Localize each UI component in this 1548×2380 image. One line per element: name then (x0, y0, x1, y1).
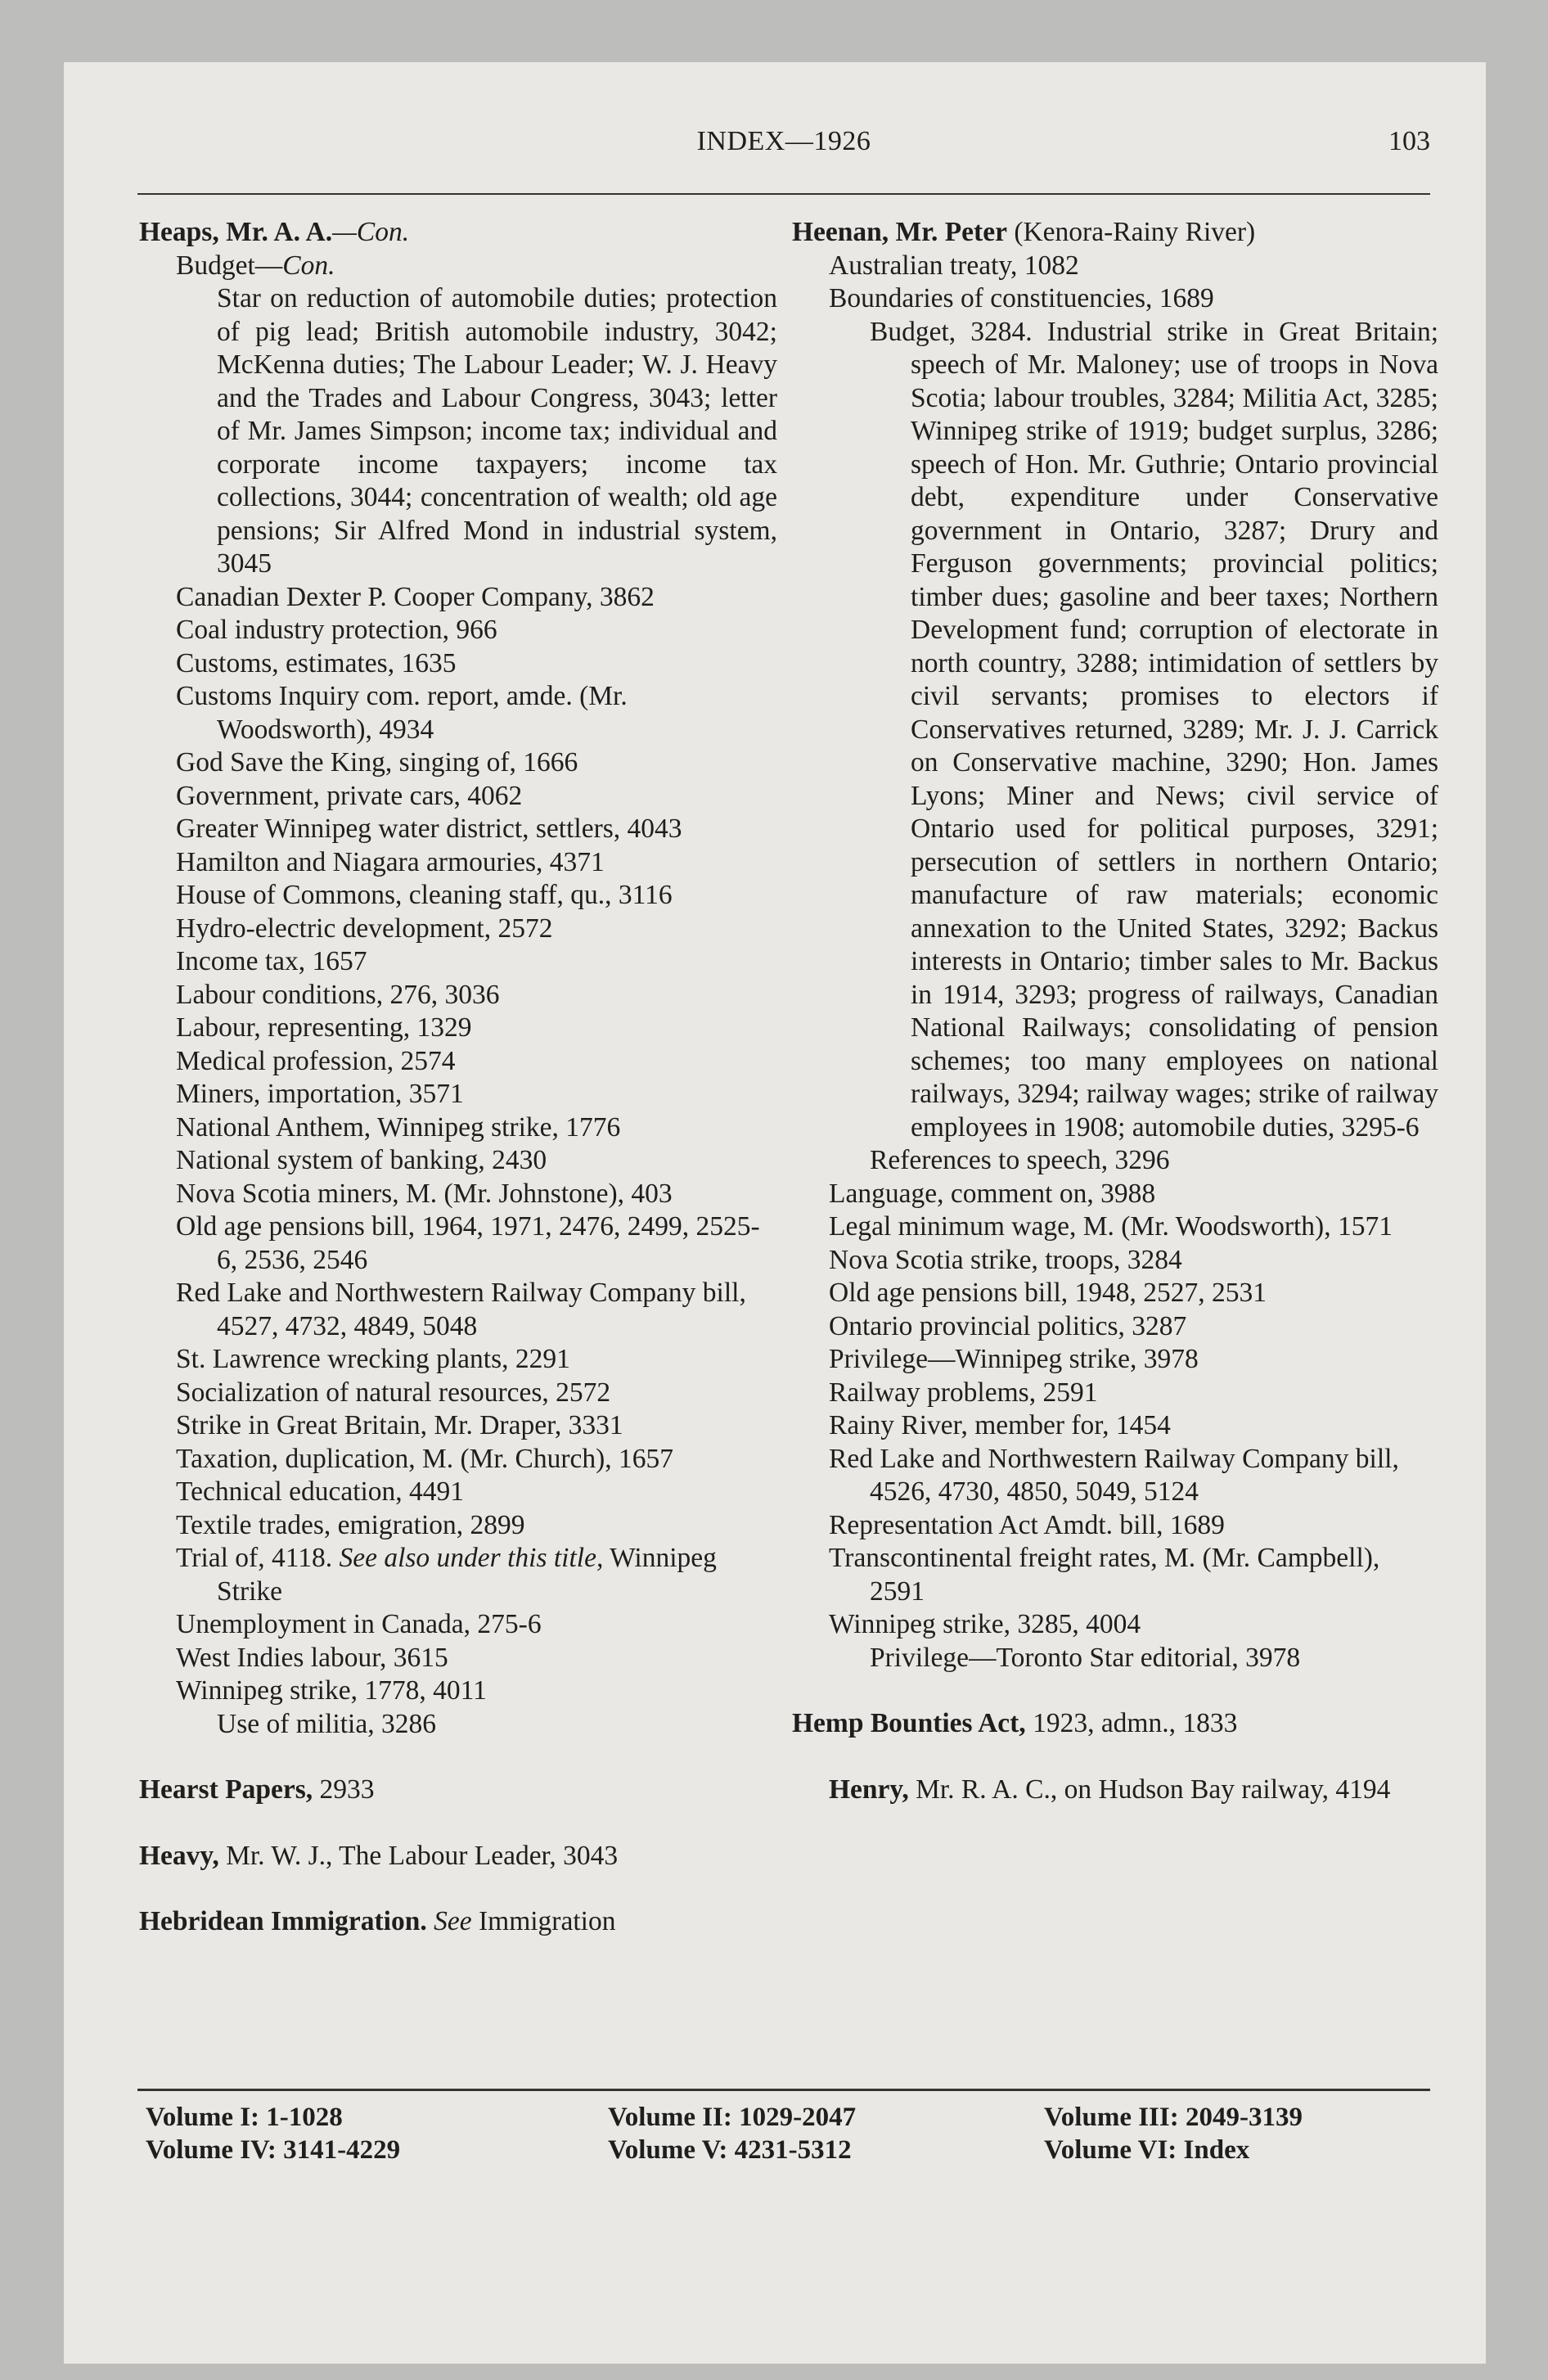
index-subentry: Privilege—Toronto Star editorial, 3978 (870, 1642, 1301, 1673)
index-entry: Labour conditions, 276, 3036 (176, 979, 500, 1010)
index-entry-trial (139, 1542, 777, 1608)
index-heading (139, 1840, 777, 1873)
heading-ref: 2933 (313, 1774, 375, 1805)
index-entry: Medical profession, 2574 (176, 1045, 456, 1076)
index-subentry: References to speech, 3296 (870, 1145, 1170, 1175)
heading-name: Hemp Bounties Act, (792, 1708, 1026, 1738)
heading-name: Heaps, Mr. A. A. (139, 217, 333, 247)
index-entry: Nova Scotia strike, troops, 3284 (829, 1244, 1182, 1275)
index-heading (792, 216, 1438, 250)
index-entry: Australian treaty, 1082 (829, 250, 1079, 281)
index-entry: Miners, importation, 3571 (176, 1079, 464, 1109)
index-entry: National Anthem, Winnipeg strike, 1776 (176, 1111, 621, 1143)
index-entry: Textile trades, emigration, 2899 (176, 1509, 525, 1540)
index-heading (792, 1707, 1438, 1741)
index-entry: Red Lake and Northwestern Railway Company bill, 4527, 4732, 4849, 5048 (176, 1278, 746, 1341)
index-entry: Hydro-electric development, 2572 (176, 913, 553, 944)
index-heading (139, 1905, 777, 1939)
index-entry: Hamilton and Niagara armouries, 4371 (176, 846, 605, 877)
index-entry: Boundaries of constituencies, 1689 (829, 283, 1214, 313)
index-entry: Government, private cars, 4062 (176, 780, 523, 811)
heading-name: Henry, (829, 1774, 909, 1805)
index-entry: Customs Inquiry com. report, amde. (Mr. Woodsworth), 4934 (176, 681, 628, 745)
header-rule (137, 193, 1430, 195)
volume-label: Volume IV: 3141-4229 (146, 2135, 401, 2165)
volume-label: Volume V: 4231-5312 (608, 2135, 852, 2165)
index-heading (792, 1774, 1438, 1807)
heading-ref: Immigration (471, 1906, 616, 1936)
see-also: See also under this title, (339, 1543, 604, 1573)
volume-label: Volume VI: Index (1044, 2135, 1250, 2165)
heading-name: Hearst Papers, (139, 1774, 313, 1805)
heading-name: Heavy, (139, 1840, 219, 1871)
right-column (792, 216, 1438, 1806)
index-entry: Winnipeg strike, 3285, 4004 (829, 1609, 1141, 1639)
index-entry: Technical education, 4491 (176, 1476, 465, 1507)
index-page (64, 62, 1486, 2364)
index-entry: House of Commons, cleaning staff, qu., 3116 (176, 880, 673, 910)
heading-suffix: —Con. (332, 217, 410, 247)
heading-ref: 1923, admn., 1833 (1025, 1708, 1238, 1738)
index-entry: Privilege—Winnipeg strike, 3978 (829, 1344, 1199, 1374)
budget-text: Star on reduction of automobile duties; protection of pig lead; British automobile industry, 3042; McKenna duties; The Labour Leader; W. J. Heavy and the Trades and Labour Congress, 3043; letter of Mr. James Simpson; income tax; individual and corporate income taxpayers; income tax collections, 3044; concentration of wealth; old age pensions; Sir Alfred Mond in industrial system, 3045 (217, 283, 777, 579)
page-number: 103 (1388, 126, 1430, 156)
heading-ref: Mr. R. A. C., on Hudson Bay railway, 4194 (908, 1774, 1391, 1805)
index-entry: Language, comment on, 3988 (829, 1178, 1156, 1209)
index-entry: Old age pensions bill, 1948, 2527, 2531 (829, 1278, 1267, 1308)
index-entry: National system of banking, 2430 (176, 1145, 547, 1175)
heading-name: Hebridean Immigration. (139, 1906, 427, 1936)
budget-text: Budget, 3284. Industrial strike in Great Britain; speech of Mr. Maloney; use of troops in Nova Scotia; labour troubles, 3284; Militia Act, 3285; Winnipeg strike of 1919; budget surplus, 3286; speech of Hon. Mr. Guthrie; Ontario provincial debt, expenditure under Conservative government in Ontario, 3287; Drury and Ferguson governments; provincial politics; timber dues; gasoline and beer taxes; Northern Development fund; corruption of electorate in north country, 3288; intimidation of settlers by civil servants; promises to electors if Conservatives returned, 3289; Mr. J. J. Carrick on Conservative machine, 3290; Hon. James Lyons; Miner and News; civil service of Ontario used for political purposes, 3291; persecution of settlers in northern Ontario; manufacture of raw materials; economic annexation to the United States, 3292; Backus interests in Ontario; timber sales to Mr. Backus in 1914, 3293; progress of railways, Canadian National Railways; consolidating of pension schemes; too many employees on national railways, 3294; railway wages; strike of railway employees in 1908; automobile duties, 3295-6 (870, 316, 1438, 1143)
index-entry: Rainy River, member for, 1454 (829, 1410, 1171, 1440)
index-entry: Socialization of natural resources, 2572 (176, 1377, 611, 1408)
index-entry: Coal industry protection, 966 (176, 615, 497, 645)
index-entry: Nova Scotia miners, M. (Mr. Johnstone), 403 (176, 1178, 673, 1209)
trial-prefix: Trial of, 4118. (176, 1543, 340, 1573)
budget-label: Budget— (176, 250, 283, 281)
index-entry: Winnipeg strike, 1778, 4011 (176, 1675, 487, 1706)
index-entry: Railway problems, 2591 (829, 1377, 1098, 1408)
heading-ref: Mr. W. J., The Labour Leader, 3043 (218, 1840, 619, 1871)
index-heading (139, 216, 777, 250)
page-header (137, 126, 1430, 167)
index-entry: Customs, estimates, 1635 (176, 647, 457, 678)
volume-label: Volume III: 2049-3139 (1044, 2103, 1303, 2132)
index-heading (139, 1774, 777, 1807)
footer-rule (137, 2089, 1430, 2091)
index-entry: Income tax, 1657 (176, 946, 367, 976)
heading-suffix: (Kenora-Rainy River) (1006, 217, 1256, 247)
index-entry: Red Lake and Northwestern Railway Company bill, 4526, 4730, 4850, 5049, 5124 (829, 1443, 1399, 1507)
volume-label: Volume II: 1029-2047 (608, 2103, 857, 2132)
header-title: INDEX—1926 (696, 126, 871, 156)
index-entry: Transcontinental freight rates, M. (Mr. Campbell), 2591 (829, 1543, 1380, 1607)
volume-label: Volume I: 1-1028 (146, 2103, 343, 2132)
index-entry: Labour, representing, 1329 (176, 1012, 472, 1043)
budget-con: Con. (282, 250, 335, 281)
trial-suffix: Winnipeg Strike (217, 1543, 717, 1607)
left-column (139, 216, 777, 1939)
index-subentry: Use of militia, 3286 (217, 1708, 436, 1739)
index-entry: West Indies labour, 3615 (176, 1642, 448, 1673)
heading-name: Heenan, Mr. Peter (792, 217, 1007, 247)
index-entry: Unemployment in Canada, 275-6 (176, 1609, 542, 1639)
index-entry: Representation Act Amdt. bill, 1689 (829, 1509, 1225, 1540)
subheading-budget (139, 250, 777, 283)
index-entry: God Save the King, singing of, 1666 (176, 747, 578, 778)
index-entry: Strike in Great Britain, Mr. Draper, 3331 (176, 1410, 623, 1440)
index-entry: Greater Winnipeg water district, settlers, 4043 (176, 814, 682, 844)
index-entry: Legal minimum wage, M. (Mr. Woodsworth), 1571 (829, 1211, 1393, 1242)
index-entry: Canadian Dexter P. Cooper Company, 3862 (176, 581, 655, 612)
index-entry: Ontario provincial politics, 3287 (829, 1310, 1187, 1341)
index-entry: Taxation, duplication, M. (Mr. Church), 1657 (176, 1443, 674, 1474)
index-entry: St. Lawrence wrecking plants, 2291 (176, 1344, 570, 1374)
index-entry: Old age pensions bill, 1964, 1971, 2476, 2499, 2525-6, 2536, 2546 (176, 1211, 760, 1275)
see-ref: See (426, 1906, 472, 1936)
